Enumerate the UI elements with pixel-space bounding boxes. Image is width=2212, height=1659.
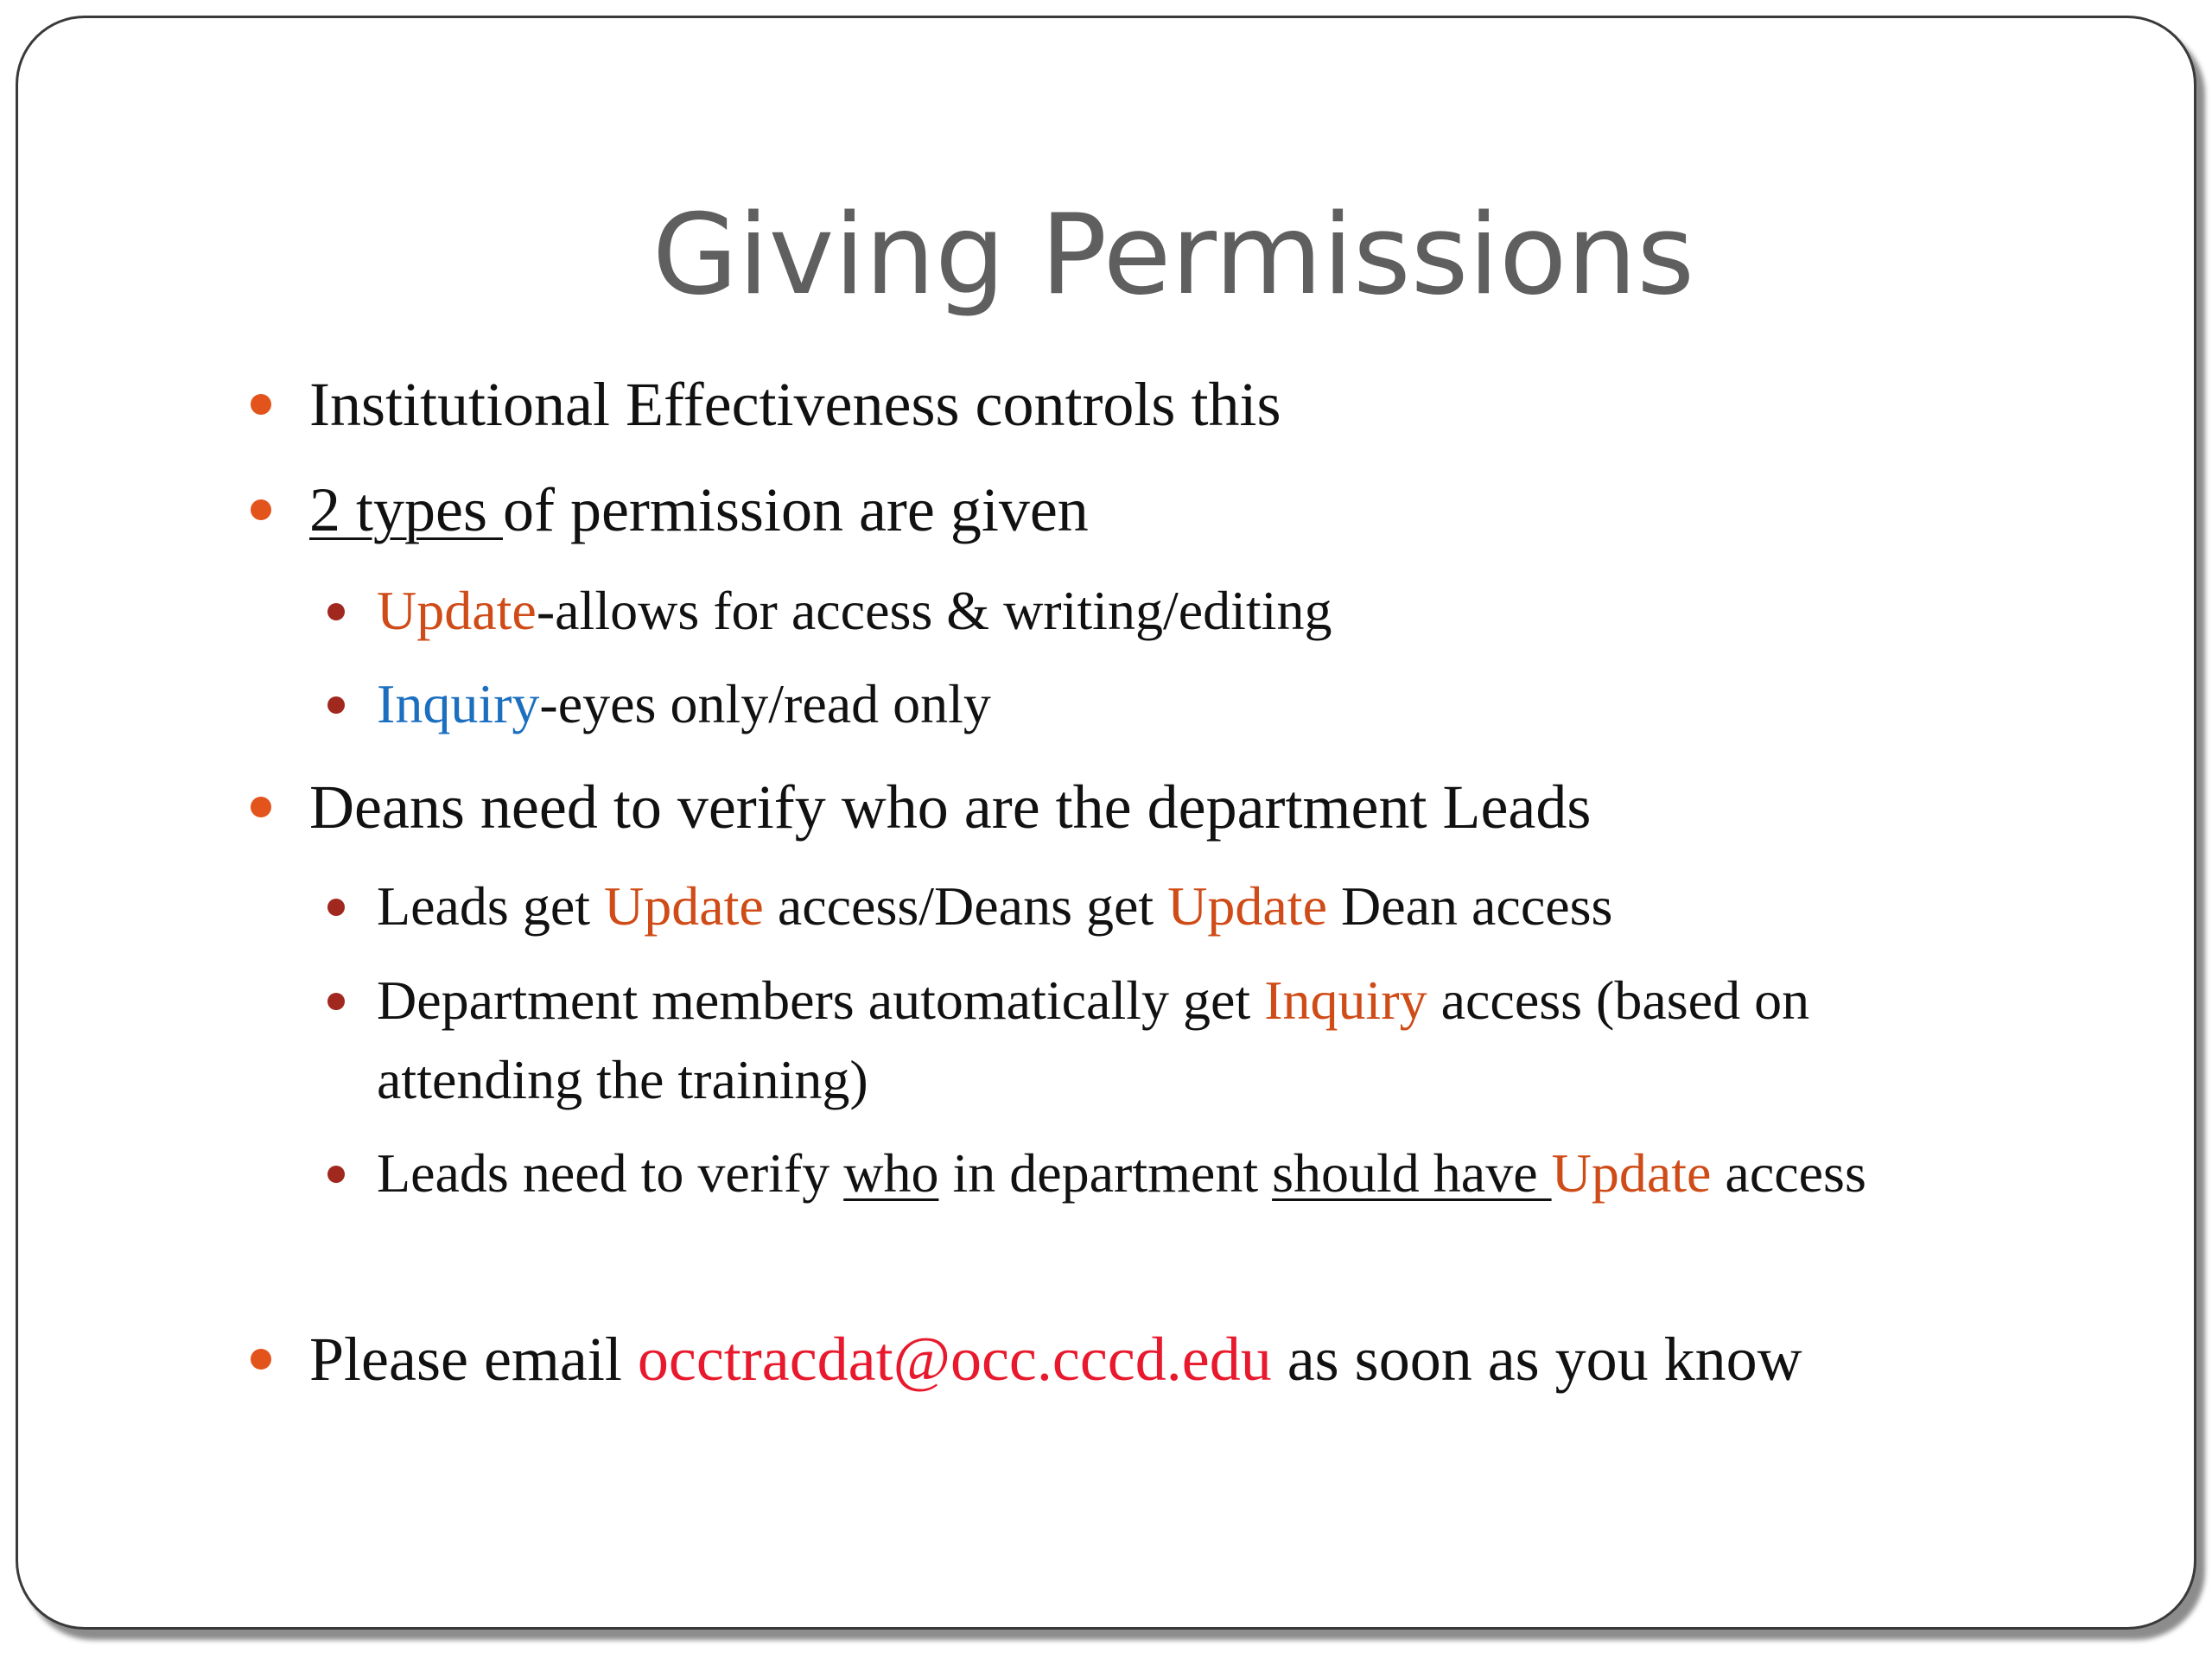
- underlined-text: should have: [1272, 1142, 1552, 1204]
- inquiry-highlight: Inquiry: [377, 673, 540, 734]
- bullet-text: of permission are given: [502, 475, 1089, 544]
- bullet-dot: [251, 1349, 271, 1370]
- sub-bullet-leads-get: [377, 868, 1612, 945]
- sub-bullet-dot: [327, 603, 345, 620]
- bullet-text: Leads get: [377, 875, 604, 937]
- bullet-dot: [251, 394, 271, 415]
- bullet-ie-controls: [309, 365, 1281, 443]
- sub-bullet-update: [377, 572, 1332, 650]
- bullet-dot: [251, 499, 271, 520]
- bullet-text: -eyes only/read only: [539, 673, 991, 734]
- sub-bullet-dot: [327, 899, 345, 916]
- inquiry-highlight: Inquiry: [1264, 969, 1427, 1031]
- sub-bullet-leads-verify: [377, 1135, 1866, 1212]
- bullet-text: Please email: [309, 1325, 638, 1394]
- underlined-text: 2 types: [309, 475, 503, 544]
- sub-bullet-inquiry: [377, 665, 991, 743]
- bullet-text: Department members automatically get: [377, 969, 1265, 1031]
- bullet-text: Deans need to verify who are the department Leads: [309, 772, 1592, 842]
- update-highlight: Update: [1551, 1142, 1712, 1204]
- bullet-text: access (based on: [1427, 969, 1810, 1031]
- update-highlight: Update: [1167, 875, 1327, 937]
- bullet-text: attending the training): [377, 1049, 868, 1110]
- bullet-text: Dean access: [1326, 875, 1613, 937]
- bullet-please-email: [309, 1320, 1802, 1398]
- bullet-text: access: [1711, 1142, 1866, 1204]
- slide-title: Giving Permissions: [652, 191, 1695, 320]
- update-highlight: Update: [377, 580, 537, 641]
- sub-bullet-department-members: [377, 962, 1809, 1039]
- bullet-text: in department: [938, 1142, 1273, 1204]
- bullet-dot: [251, 797, 271, 817]
- sub-bullet-dot: [327, 696, 345, 714]
- update-highlight: Update: [604, 875, 764, 937]
- sub-bullet-dot: [327, 1166, 345, 1183]
- bullet-deans-verify: [309, 768, 1591, 846]
- bullet-text: Institutional Effectiveness controls this: [309, 370, 1281, 439]
- bullet-text: Leads need to verify: [377, 1142, 844, 1204]
- bullet-text: -allows for access & writing/editing: [536, 580, 1332, 641]
- bullet-two-types: [309, 471, 1089, 549]
- bullet-text: as soon as you know: [1271, 1325, 1802, 1394]
- underlined-text: who: [843, 1142, 939, 1204]
- sub-bullet-dot: [327, 993, 345, 1010]
- bullet-text: access/Deans get: [763, 875, 1168, 937]
- email-link[interactable]: occtracdat@occ.cccd.edu: [637, 1325, 1272, 1394]
- sub-bullet-department-members-line2: [377, 1041, 868, 1119]
